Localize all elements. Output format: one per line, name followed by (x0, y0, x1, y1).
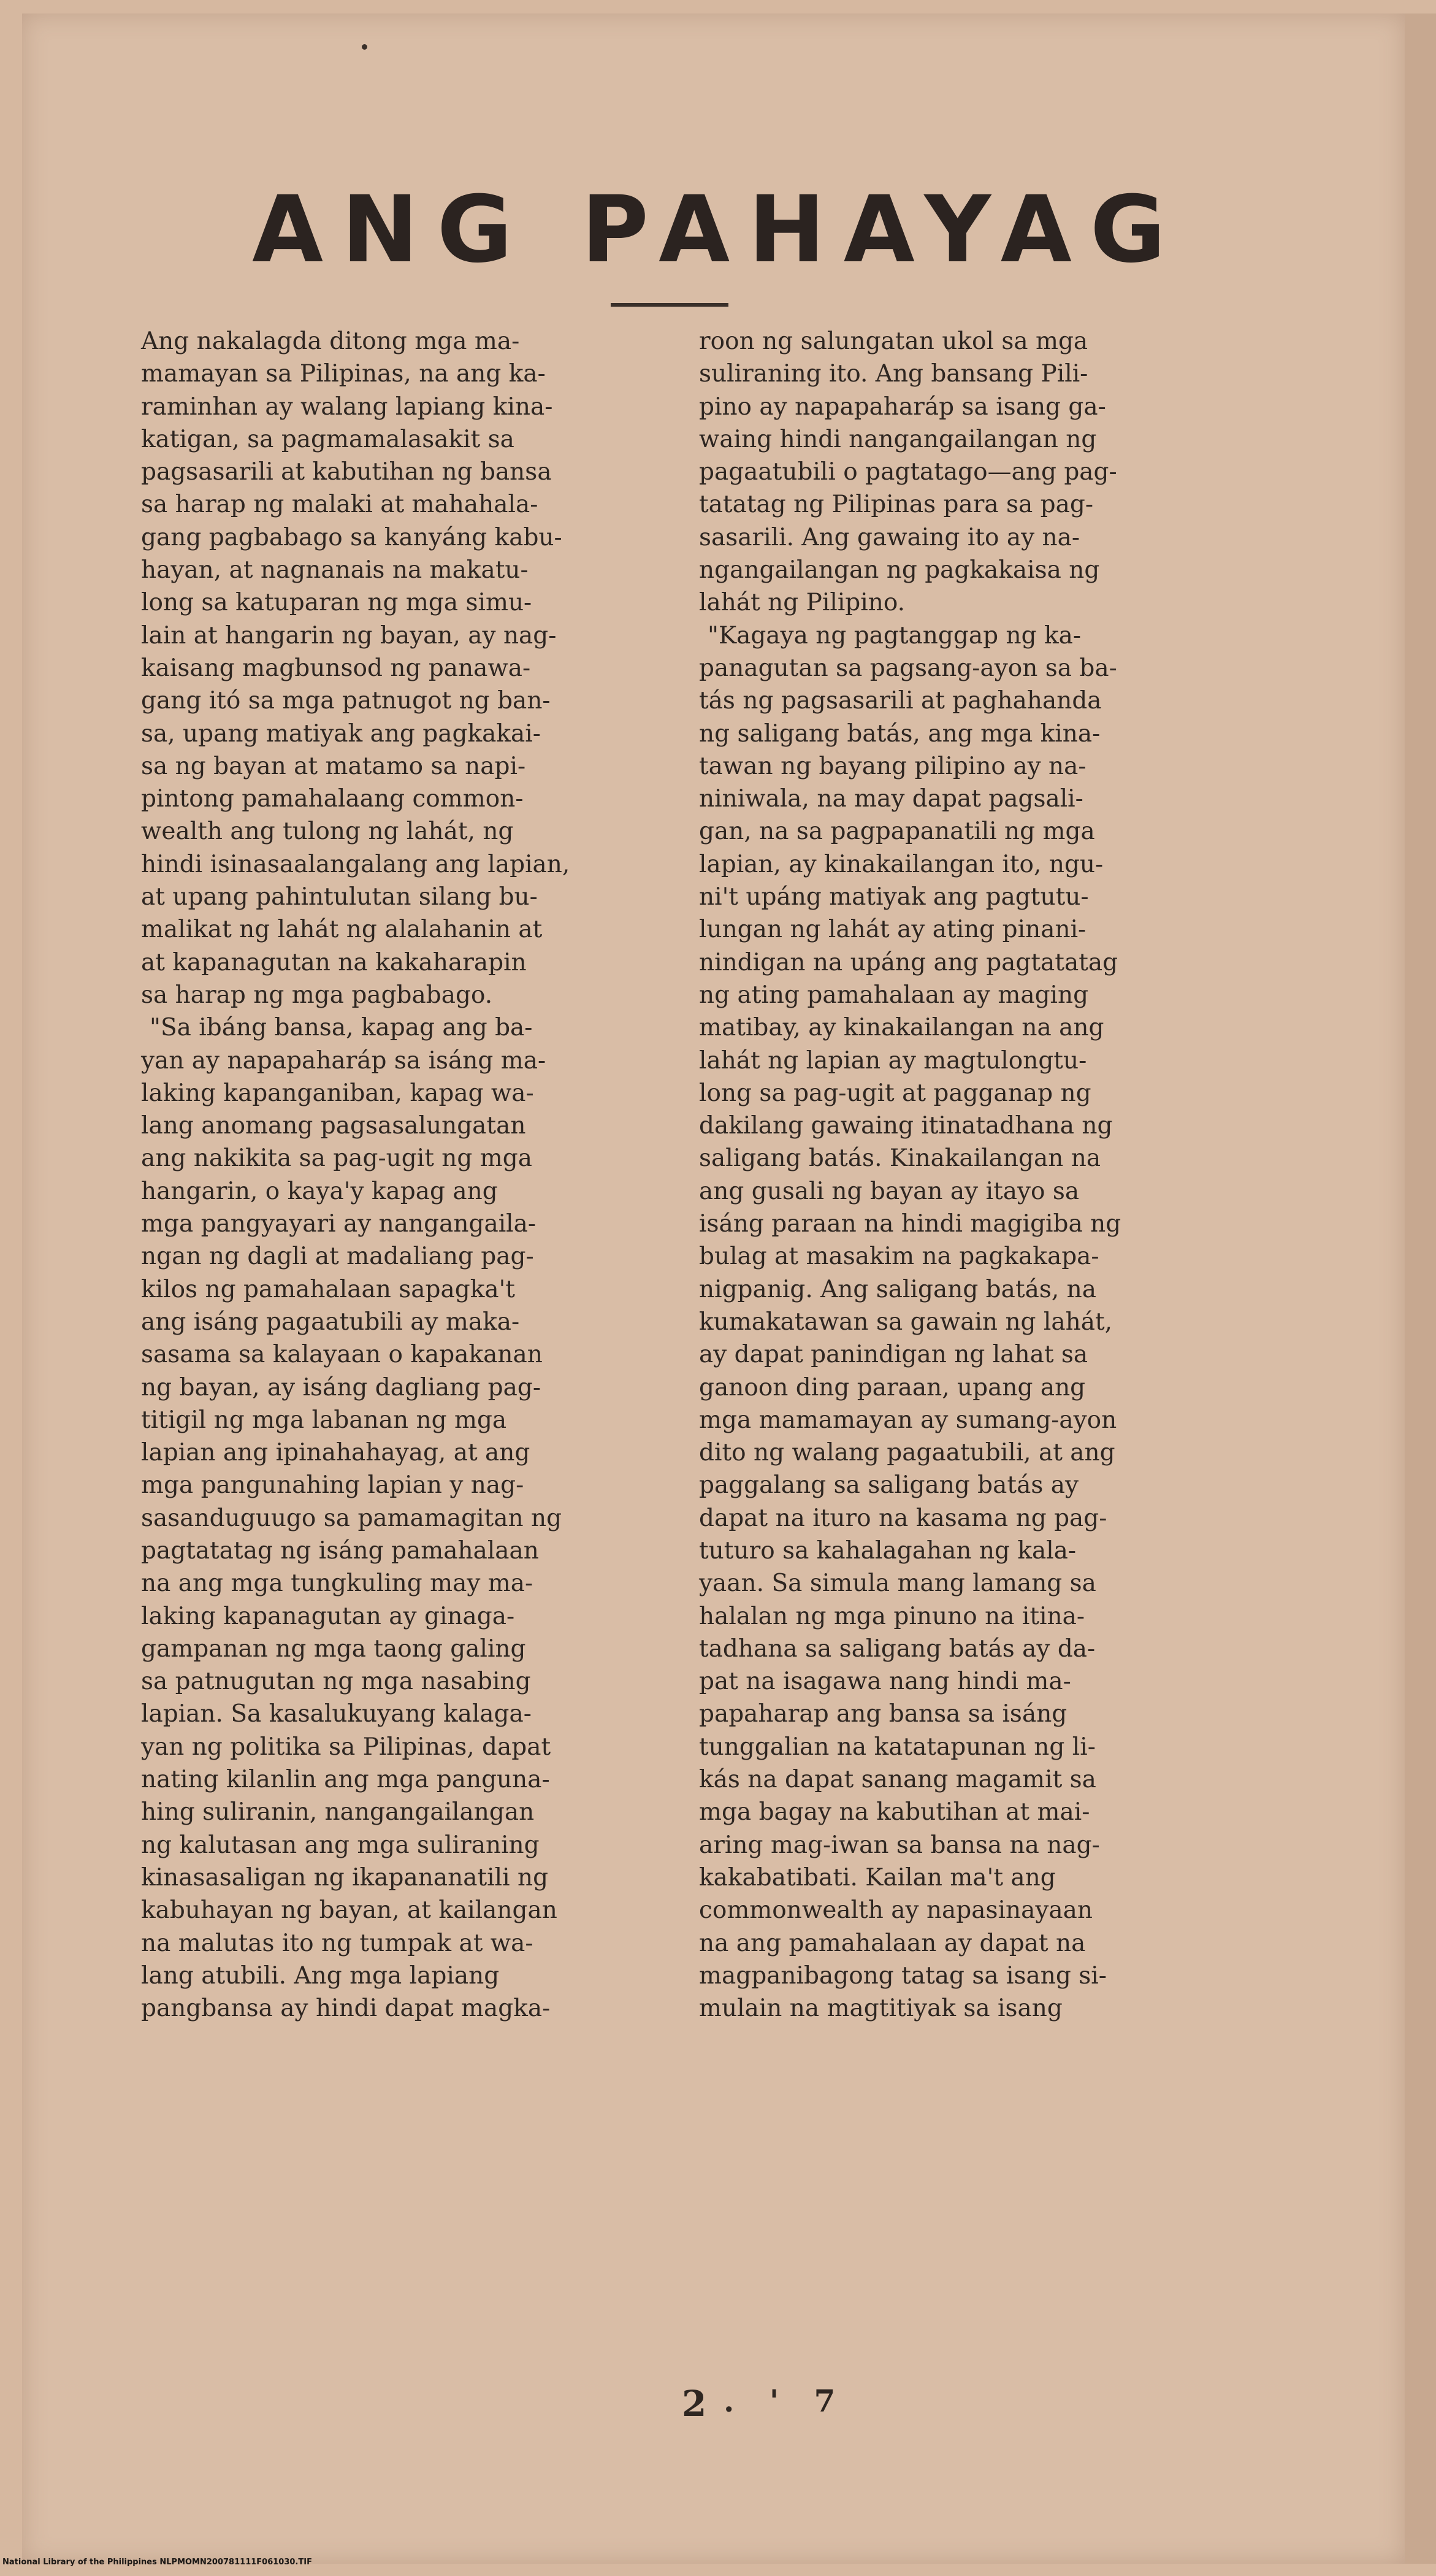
text-line: sa patnugutan ng mga nasabing (141, 1668, 531, 1696)
text-line: ng saligang batás, ang mga kina- (699, 719, 1101, 748)
text-line: kilos ng pamahalaan sapagka't (141, 1275, 515, 1303)
text-line: pagtatatag ng isáng pamahalaan (141, 1536, 539, 1565)
text-line: malikat ng lahát ng alalahanin at (141, 916, 543, 944)
text-line: magpanibagong tatag sa isang si- (699, 1961, 1107, 1990)
text-line: Ang nakalagda ditong mga ma- (141, 328, 520, 355)
text-line: laking kapanganiban, kapag wa- (141, 1079, 534, 1107)
text-line: kumakatawan sa gawain ng lahát, (699, 1308, 1113, 1336)
text-line: pagsasarili at kabutihan ng bansa (141, 458, 552, 486)
text-line: long sa katuparan ng mga simu- (141, 589, 532, 617)
text-line: raminhan ay walang lapiang kina- (141, 393, 553, 421)
text-line: hing suliranin, nangangailangan (141, 1798, 535, 1827)
text-line: titigil ng mga labanan ng mga (141, 1406, 507, 1434)
text-line: sa harap ng mga pagbabago. (141, 981, 493, 1009)
text-line: "Sa ibáng bansa, kapag ang ba- (150, 1014, 533, 1042)
text-line: dakilang gawaing itinatadhana ng (699, 1112, 1113, 1140)
text-line: mga mamamayan ay sumang-ayon (699, 1406, 1117, 1434)
text-line: bulag at masakim na pagkakapa- (699, 1243, 1099, 1271)
text-line: mga bagay na kabutihan at mai- (699, 1798, 1090, 1827)
text-line: commonwealth ay napasinayaan (699, 1896, 1093, 1925)
text-line: panagutan sa pagsang-ayon sa ba- (699, 654, 1117, 682)
document-title: ANG PAHAYAG (252, 177, 1184, 283)
text-line: at upang pahintulutan silang bu- (141, 883, 538, 911)
text-line: kás na dapat sanang magamit sa (699, 1766, 1096, 1794)
text-line: gan, na sa pagpapanatili ng mga (699, 818, 1095, 846)
library-footer-caption: National Library of the Philippines NLPMOMN200781111F061030.TIF (2, 2558, 312, 2567)
text-line: na ang mga tungkuling may ma- (141, 1570, 533, 1598)
text-line: ay dapat panindigan ng lahat sa (699, 1341, 1088, 1369)
text-line: tatatag ng Pilipinas para sa pag- (699, 491, 1094, 519)
text-line: hangarin, o kaya'y kapag ang (141, 1177, 498, 1205)
paper-edge (1405, 13, 1436, 2564)
text-line: pintong pamahalaang common- (141, 785, 524, 813)
text-line: pino ay napapaharáp sa isang ga- (699, 393, 1106, 421)
text-line: ng ating pamahalaan ay maging (699, 981, 1089, 1009)
text-line: long sa pag-ugit at pagganap ng (699, 1079, 1091, 1107)
text-line: kakabatibati. Kailan ma't ang (699, 1863, 1056, 1892)
text-line: ang gusali ng bayan ay itayo sa (699, 1177, 1080, 1205)
text-line: paggalang sa saligang batás ay (699, 1471, 1079, 1500)
text-line: isáng paraan na hindi magigiba ng (699, 1210, 1121, 1238)
text-line: "Kagaya ng pagtanggap ng ka- (708, 621, 1082, 650)
text-line: gang pagbabago sa kanyáng kabu- (141, 523, 562, 551)
text-line: ang nakikita sa pag-ugit ng mga (141, 1144, 532, 1173)
text-line: gang itó sa mga patnugot ng ban- (141, 687, 551, 715)
text-line: suliraning ito. Ang bansang Pili- (699, 360, 1088, 388)
text-line: halalan ng mga pinuno na itina- (699, 1602, 1085, 1630)
text-line: tawan ng bayang pilipino ay na- (699, 752, 1087, 780)
text-line: kabuhayan ng bayan, at kailangan (141, 1896, 557, 1925)
text-line: mga pangyayari ay nangangaila- (141, 1210, 537, 1238)
ink-speck (362, 44, 367, 50)
text-line: kaisang magbunsod ng panawa- (141, 654, 531, 682)
text-line: nindigan na upáng ang pagtatatag (699, 948, 1118, 976)
text-line: lapian ang ipinahahayag, at ang (141, 1439, 530, 1467)
text-line: roon ng salungatan ukol sa mga (699, 328, 1088, 355)
text-line: papaharap ang bansa sa isáng (699, 1700, 1067, 1728)
text-line: laking kapanagutan ay ginaga- (141, 1602, 515, 1630)
title-divider (611, 303, 728, 307)
text-line: tás ng pagsasarili at paghahanda (699, 687, 1102, 715)
text-line: yan ay napapaharáp sa isáng ma- (141, 1046, 546, 1075)
right-text-column (699, 325, 1239, 2025)
text-line: sa, upang matiyak ang pagkakai- (141, 719, 541, 748)
text-line: na ang pamahalaan ay dapat na (699, 1929, 1086, 1957)
text-line: matibay, ay kinakailangan na ang (699, 1014, 1104, 1042)
text-line: gampanan ng mga taong galing (141, 1635, 526, 1663)
text-line: hindi isinasaalangalang ang lapian, (141, 850, 570, 878)
text-line: nating kilanlin ang mga panguna- (141, 1766, 550, 1794)
text-line: ngangailangan ng pagkakaisa ng (699, 556, 1100, 585)
text-line: waing hindi nangangailangan ng (699, 425, 1097, 453)
text-line: pat na isagawa nang hindi ma- (699, 1668, 1071, 1696)
text-line: ang isáng pagaatubili ay maka- (141, 1308, 520, 1336)
text-line: lahát ng lapian ay magtulongtu- (699, 1046, 1087, 1075)
text-line: lungan ng lahát ay ating pinani- (699, 916, 1087, 944)
text-line: sa harap ng malaki at mahahala- (141, 491, 538, 519)
text-line: kinasasaligan ng ikapananatili ng (141, 1863, 549, 1892)
text-line: dapat na ituro na kasama ng pag- (699, 1504, 1107, 1532)
page-number: 2 (682, 2383, 707, 2425)
text-line: lang anomang pagsasalungatan (141, 1112, 526, 1140)
text-line: sasanduguugo sa pamamagitan ng (141, 1504, 562, 1532)
text-line: at kapanagutan na kakaharapin (141, 948, 527, 976)
text-line: ngan ng dagli at madaliang pag- (141, 1243, 534, 1271)
text-line: sasarili. Ang gawaing ito ay na- (699, 523, 1080, 551)
text-line: lang atubili. Ang mga lapiang (141, 1961, 500, 1990)
text-line: katigan, sa pagmamalasakit sa (141, 425, 514, 453)
text-line: hayan, at nagnanais na makatu- (141, 556, 529, 585)
text-line: ganoon ding paraan, upang ang (699, 1373, 1086, 1401)
page-marks: . ' 7 (724, 2383, 848, 2419)
text-line: tadhana sa saligang batás ay da- (699, 1635, 1096, 1663)
text-line: na malutas ito ng tumpak at wa- (141, 1929, 533, 1957)
text-line: tunggalian na katatapunan ng li- (699, 1733, 1096, 1761)
left-text-column (141, 325, 656, 2025)
text-line: nigpanig. Ang saligang batás, na (699, 1275, 1096, 1303)
text-line: sa ng bayan at matamo sa napi- (141, 752, 526, 780)
text-line: pangbansa ay hindi dapat magka- (141, 1995, 551, 2023)
text-line: mulain na magtitiyak sa isang (699, 1995, 1063, 2023)
text-line: yan ng politika sa Pilipinas, dapat (141, 1733, 551, 1761)
text-line: dito ng walang pagaatubili, at ang (699, 1439, 1115, 1467)
text-line: lahát ng Pilipino. (699, 589, 906, 617)
text-line: sasama sa kalayaan o kapakanan (141, 1341, 543, 1369)
text-line: saligang batás. Kinakailangan na (699, 1144, 1101, 1173)
text-line: aring mag-iwan sa bansa na nag- (699, 1831, 1100, 1859)
text-line: ni't upáng matiyak ang pagtutu- (699, 883, 1089, 911)
text-line: yaan. Sa simula mang lamang sa (699, 1570, 1096, 1598)
text-line: tuturo sa kahalagahan ng kala- (699, 1536, 1077, 1565)
text-line: wealth ang tulong ng lahát, ng (141, 818, 514, 846)
text-line: mga pangunahing lapian y nag- (141, 1471, 524, 1500)
text-line: ng kalutasan ang mga suliraning (141, 1831, 540, 1859)
text-line: ng bayan, ay isáng dagliang pag- (141, 1373, 541, 1401)
text-line: lapian. Sa kasalukuyang kalaga- (141, 1700, 532, 1728)
text-line: niniwala, na may dapat pagsali- (699, 785, 1083, 813)
text-line: mamayan sa Pilipinas, na ang ka- (141, 360, 546, 388)
text-line: lapian, ay kinakailangan ito, ngu- (699, 850, 1104, 878)
text-line: pagaatubili o pagtatago—ang pag- (699, 458, 1117, 486)
text-line: lain at hangarin ng bayan, ay nag- (141, 621, 557, 650)
